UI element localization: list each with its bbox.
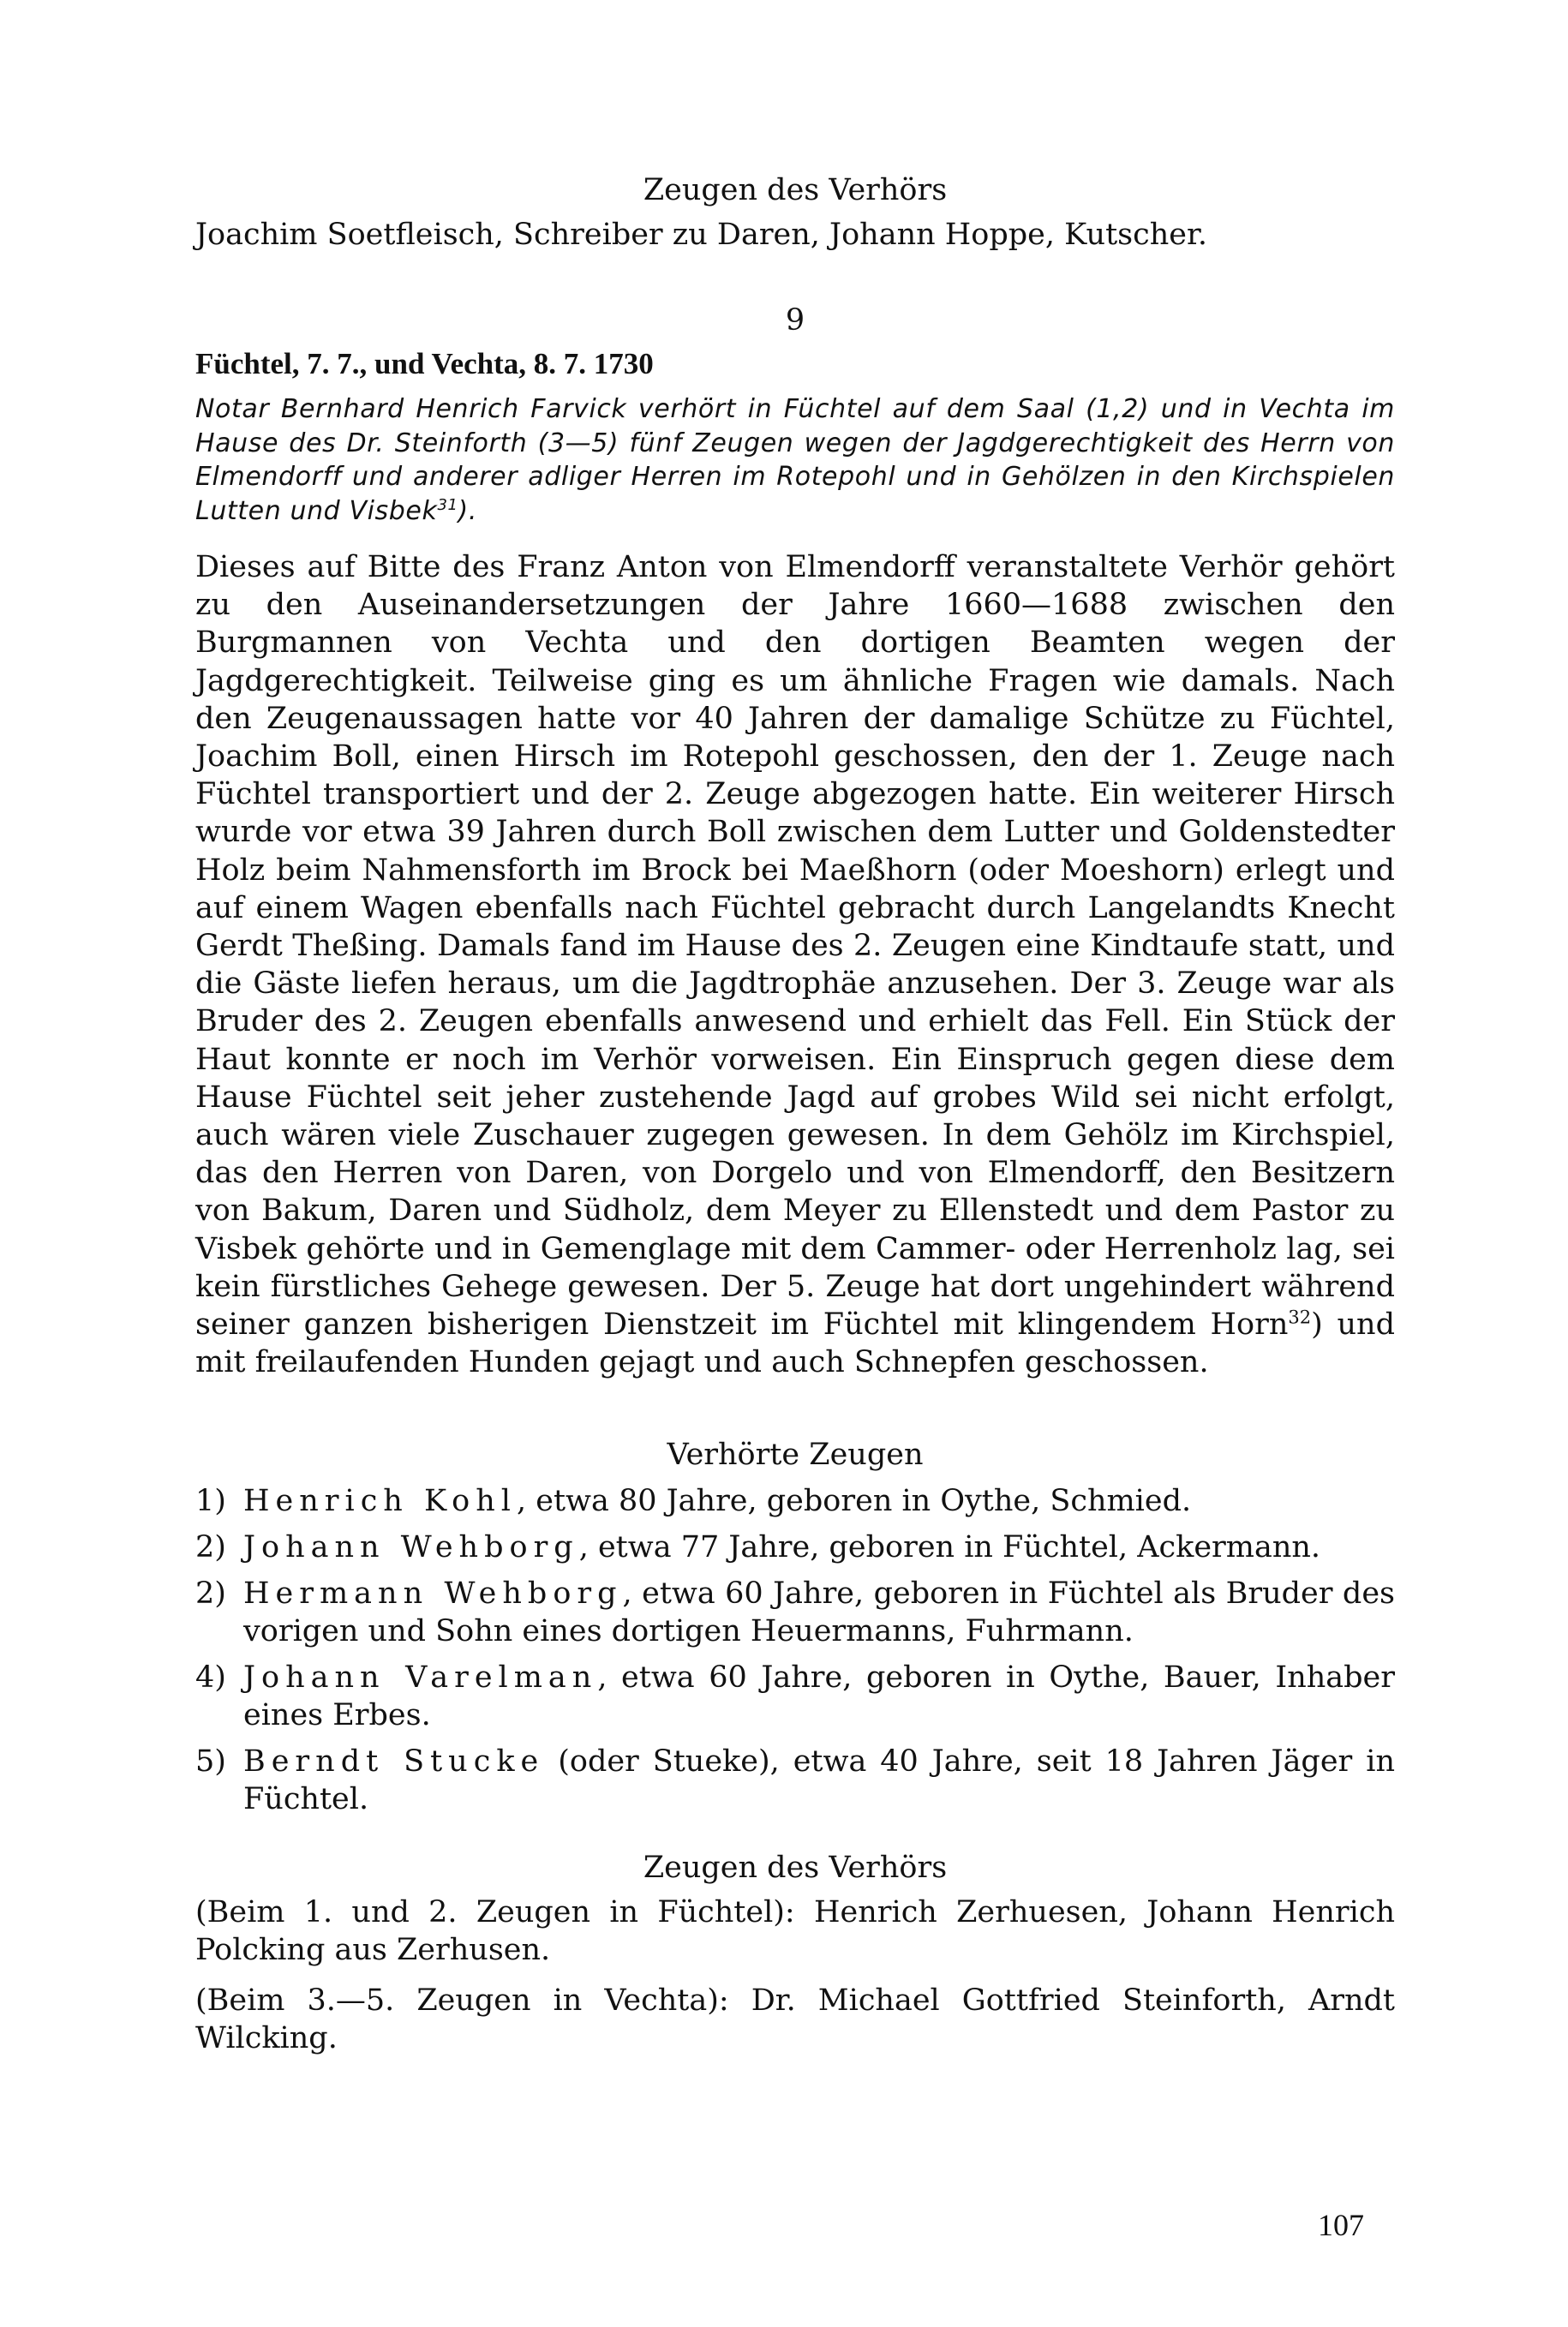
list-item xyxy=(195,1659,1395,1734)
witness-name: Henrich Kohl xyxy=(243,1484,517,1518)
witnesses-heard-heading: Verhörte Zeugen xyxy=(667,1438,924,1472)
list-item-body xyxy=(243,1575,1395,1650)
document-number: 9 xyxy=(785,303,805,338)
witness-details: , etwa 80 Jahre, geboren in Oythe, Schmied. xyxy=(517,1484,1192,1518)
witnesses-top-text: Joachim Soetfleisch, Schreiber zu Daren, Johann Hoppe, Kutscher. xyxy=(195,218,1207,252)
witnesses-top-heading: Zeugen des Verhörs xyxy=(643,173,948,207)
list-item-body xyxy=(243,1528,1395,1566)
witnesses-bottom-heading: Zeugen des Verhörs xyxy=(643,1851,948,1885)
witness-details: , etwa 60 Jahre, geboren in Füchtel als Bruder des vorigen und Sohn eines dortigen Heuermanns, Fuhrmann. xyxy=(243,1576,1396,1648)
witness-name: Hermann Wehborg xyxy=(243,1576,623,1611)
witness-details: , etwa 77 Jahre, geboren in Füchtel, Ackermann. xyxy=(578,1530,1321,1564)
body-text-part1: Dieses auf Bitte des Franz Anton von Elmendorff veranstaltete Verhör gehört zu den Auseinandersetzungen der Jahre 1660—1688 zwischen den Burgmannen von Vechta und den dortigen Beamten wegen der Jagdgerechtigkeit. Teilweise ging es um ähnliche Fragen wie damals. Nach den Zeugenaussagen hatte vor 40 Jahren der damalige Schütze zu Füchtel, Joachim Boll, einen Hirsch im Rotepohl geschossen, den der 1. Zeuge nach Füchtel transportiert und der 2. Zeuge abgezogen hatte. Ein weiterer Hirsch wurde vor etwa 39 Jahren durch Boll zwischen dem Lutter und Goldenstedter Holz beim Nahmensforth im Brock bei Maeßhorn (oder Moeshorn) erlegt und auf einem Wagen ebenfalls nach Füchtel gebracht durch Langelandts Knecht Gerdt Theßing. Damals fand im Hause des 2. Zeugen eine Kindtaufe statt, und die Gäste liefen heraus, um die Jagdtrophäe anzusehen. Der 3. Zeuge war als Bruder des 2. Zeugen ebenfalls anwesend und erhielt das Fell. Ein Stück der Haut konnte er noch im Verhör vorweisen. Ein Einspruch gegen diese dem Hause Füchtel seit jeher zustehende Jagd auf grobes Wild sei nicht erfolgt, auch wären viele Zuschauer zugegen gewesen. In dem Gehölz im Kirchspiel, das den Herren von Daren, von Dorgelo und von Elmendorff, den Besitzern von Bakum, Daren und Südholz, dem Meyer zu Ellenstedt und dem Pastor zu Visbek gehörte und in Gemenglage mit dem Cammer- oder Herrenholz lag, sei kein fürstliches Gehege gewesen. Der 5. Zeuge hat dort ungehindert während seiner ganzen bisherigen Dienstzeit im Füchtel mit klingendem Horn xyxy=(195,550,1395,1343)
witnesses-heard-list xyxy=(195,1482,1395,1818)
witness-name: Berndt Stucke xyxy=(243,1744,545,1779)
page-number: 107 xyxy=(1318,2208,1364,2242)
list-item xyxy=(195,1528,1395,1566)
footnote-ref-31: 31 xyxy=(437,495,458,514)
witness-details: (oder Stueke), etwa 40 Jahre, seit 18 Jahren Jäger in Füchtel. xyxy=(243,1744,1395,1816)
list-item-number: 2) xyxy=(195,1576,226,1611)
list-item-number: 1) xyxy=(195,1484,226,1518)
witnesses-bottom-paragraph: (Beim 1. und 2. Zeugen in Füchtel): Henrich Zerhuesen, Johann Henrich Polcking aus Zerhusen. xyxy=(195,1895,1395,1968)
witness-name: Johann Wehborg xyxy=(243,1530,579,1564)
list-item-number: 2) xyxy=(195,1530,226,1564)
regest-end: ). xyxy=(458,495,477,526)
regest-text: Notar Bernhard Henrich Farvick verhört in Füchtel auf dem Saal (1,2) und in Vechta im Hause des Dr. Steinforth (3—5) fünf Zeugen wegen der Jagdgerechtigkeit des Herrn von Elmendorff und anderer adliger Herren im Rotepohl und in Gehölzen in den Kirchspielen Lutten und Visbek xyxy=(195,394,1395,526)
document-regest xyxy=(195,392,1395,528)
witness-details: , etwa 60 Jahre, geboren in Oythe, Bauer, Inhaber eines Erbes. xyxy=(243,1660,1395,1732)
document-body xyxy=(195,548,1395,1381)
list-item-body xyxy=(243,1743,1395,1818)
list-item-number: 5) xyxy=(195,1744,226,1779)
list-item xyxy=(195,1743,1395,1818)
list-item xyxy=(195,1482,1395,1520)
witness-name: Johann Varelman xyxy=(243,1660,598,1695)
list-item xyxy=(195,1575,1395,1650)
document-title: Füchtel, 7. 7., und Vechta, 8. 7. 1730 xyxy=(195,347,654,380)
footnote-ref-32: 32 xyxy=(1288,1307,1312,1328)
list-item-number: 4) xyxy=(195,1660,226,1695)
list-item-body xyxy=(243,1659,1395,1734)
witnesses-bottom-paragraph: (Beim 3.—5. Zeugen in Vechta): Dr. Michael Gottfried Steinforth, Arndt Wilcking. xyxy=(195,1983,1395,2056)
body-text-part2: ) und mit freilaufenden Hunden gejagt und auch Schnepfen geschossen. xyxy=(195,1307,1395,1380)
list-item-body xyxy=(243,1482,1395,1520)
